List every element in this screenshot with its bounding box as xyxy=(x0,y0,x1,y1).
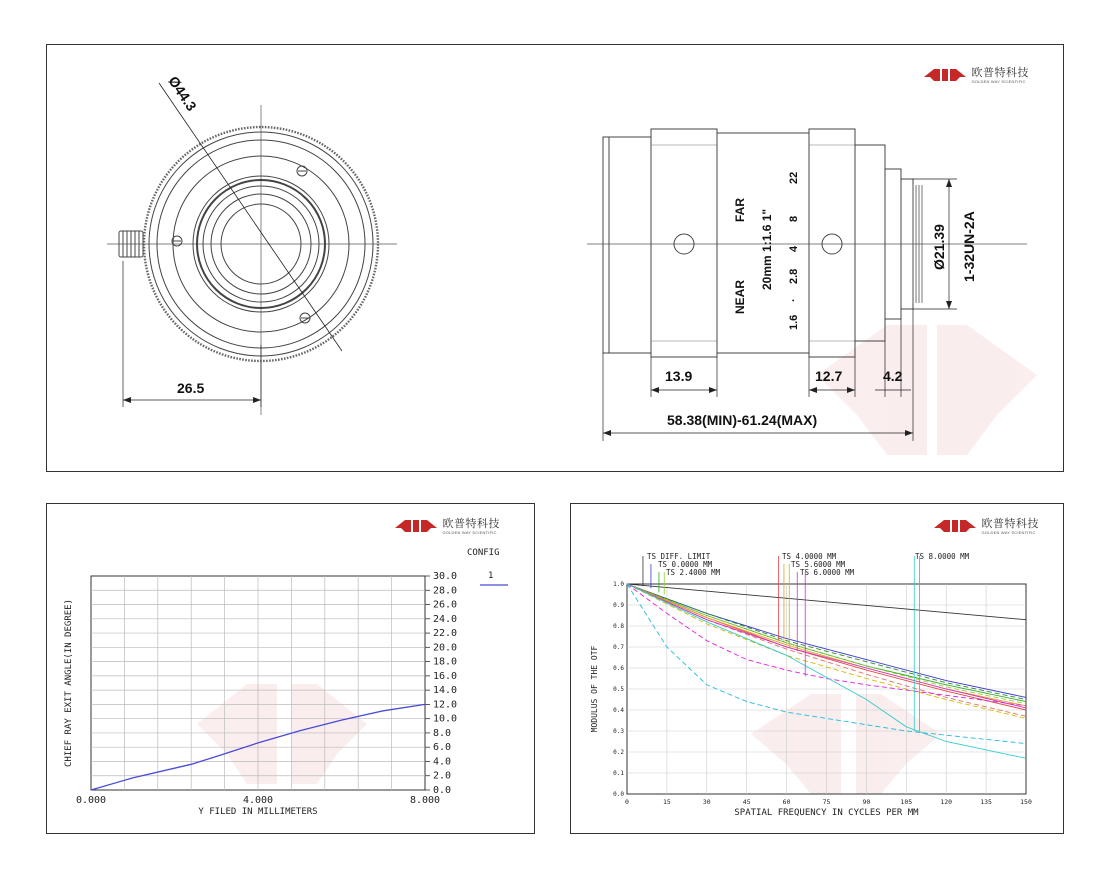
mtf-x-tick-label: 105 xyxy=(900,798,913,806)
watermark-logo xyxy=(751,694,941,794)
mtf-y-tick-label: 0.5 xyxy=(613,686,624,693)
cra-y-tick-label: 30.0 xyxy=(433,571,458,582)
mtf-chart xyxy=(571,504,1063,833)
cra-y-tick-label: 2.0 xyxy=(433,770,452,782)
brand-name-en: GOLDEN WAY SCIENTIFIC xyxy=(442,529,497,535)
front-diameter-label: Ø44.3 xyxy=(165,73,200,114)
cra-y-axis-label: CHIEF RAY EXIT ANGLE(IN DEGREE) xyxy=(64,599,74,767)
cra-y-tick-label: 18.0 xyxy=(433,656,458,668)
cra-y-tick-label: 6.0 xyxy=(433,742,452,754)
mtf-label-f0: TS 0.0000 MM xyxy=(658,560,713,569)
mtf-label-f60: TS 6.0000 MM xyxy=(800,568,855,577)
drawing-canvas xyxy=(47,45,1063,471)
focus-ring xyxy=(651,129,717,357)
aperture-scale xyxy=(788,172,800,330)
mtf-x-tick-label: 75 xyxy=(822,798,831,806)
focus-near-label: NEAR xyxy=(733,279,747,314)
cra-chart xyxy=(47,504,534,833)
lens-spec-label: 20mm 1:1.6 1" xyxy=(760,208,774,290)
watermark-logo xyxy=(197,684,367,784)
dim-flange-label: 4.2 xyxy=(883,368,903,384)
aperture-dot: · xyxy=(788,298,800,302)
thread-spec-label: 1-32UN-2A xyxy=(961,211,977,282)
cra-x-tick-label: 0.000 xyxy=(75,795,107,806)
focus-far-label: FAR xyxy=(733,198,747,222)
chief-ray-angle-panel xyxy=(46,503,535,834)
mtf-label-f24: TS 2.4000 MM xyxy=(666,568,721,577)
mtf-x-tick-label: 135 xyxy=(980,798,992,806)
mtf-x-tick-label: 30 xyxy=(702,798,711,806)
mtf-x-tick-label: 90 xyxy=(862,798,871,806)
cra-y-tick-label: 20.0 xyxy=(433,642,458,654)
mtf-x-tick-label: 45 xyxy=(742,798,751,806)
mtf-label-f56: TS 5.6000 MM xyxy=(791,560,846,569)
aperture-8: 8 xyxy=(788,215,800,222)
cra-y-tick-label: 26.0 xyxy=(433,599,458,611)
cra-x-axis-label: Y FILED IN MILLIMETERS xyxy=(198,807,318,817)
mtf-y-tick-label: 0.9 xyxy=(613,602,624,609)
cra-x-tick-label: 4.000 xyxy=(242,795,274,806)
iris-ring xyxy=(809,129,855,357)
mtf-y-tick-label: 1.0 xyxy=(613,581,624,588)
cra-x-tick-label: 8.000 xyxy=(409,795,441,806)
config-value: 1 xyxy=(488,571,494,581)
mtf-y-tick-label: 0.4 xyxy=(613,707,624,714)
mtf-x-axis-label: SPATIAL FREQUENCY IN CYCLES PER MM xyxy=(734,808,919,818)
cra-y-tick-label: 14.0 xyxy=(433,685,458,697)
front-view xyxy=(107,83,397,415)
mtf-y-tick-label: 0.8 xyxy=(613,623,624,630)
config-label: CONFIG xyxy=(467,548,500,558)
mtf-x-tick-label: 15 xyxy=(662,798,671,806)
mtf-label-f80: TS 8.0000 MM xyxy=(915,552,970,561)
mtf-label-f40: TS 4.0000 MM xyxy=(782,552,837,561)
cra-y-tick-label: 24.0 xyxy=(433,613,458,625)
mtf-y-tick-label: 0.6 xyxy=(613,665,624,672)
mtf-y-tick-label: 0.3 xyxy=(613,728,624,735)
front-offset-label: 26.5 xyxy=(177,380,205,396)
mtf-y-tick-label: 0.1 xyxy=(613,770,624,777)
aperture-22: 22 xyxy=(788,171,800,184)
brand-name-cn: 欧普特科技 xyxy=(442,516,500,530)
mtf-label-diff-limit: TS DIFF. LIMIT xyxy=(647,552,711,561)
mtf-panel xyxy=(570,503,1064,834)
mtf-x-tick-label: 0 xyxy=(625,798,629,806)
cra-y-tick-label: 8.0 xyxy=(433,727,452,739)
dim-thread-diameter-label: Ø21.39 xyxy=(931,224,947,270)
mtf-y-axis-label: MODULUS OF THE OTF xyxy=(590,645,599,733)
mtf-x-tick-label: 60 xyxy=(782,798,791,806)
aperture-2-8: 2.8 xyxy=(788,268,800,284)
dim-total-length-label: 58.38(MIN)-61.24(MAX) xyxy=(667,412,818,428)
brand-name-en: GOLDEN WAY SCIENTIFIC xyxy=(971,78,1026,84)
lens-dimension-drawing-panel xyxy=(46,44,1064,472)
cra-y-tick-label: 0.0 xyxy=(433,785,452,796)
brand-name-cn: 欧普特科技 xyxy=(981,516,1039,530)
cra-y-tick-label: 16.0 xyxy=(433,670,458,682)
mtf-y-tick-label: 0.0 xyxy=(613,791,624,798)
brand-name-en: GOLDEN WAY SCIENTIFIC xyxy=(981,529,1036,535)
mtf-y-tick-label: 0.7 xyxy=(613,644,624,651)
aperture-1-6: 1.6 xyxy=(788,314,800,330)
cra-y-tick-label: 22.0 xyxy=(433,628,458,640)
mtf-x-tick-label: 120 xyxy=(940,798,953,806)
mtf-x-tick-label: 150 xyxy=(1020,798,1032,806)
brand-name-cn: 欧普特科技 xyxy=(971,65,1029,79)
dim-iris-ring-label: 12.7 xyxy=(815,368,843,384)
aperture-4: 4 xyxy=(788,245,800,252)
mtf-y-tick-label: 0.2 xyxy=(613,749,624,756)
cra-y-tick-label: 10.0 xyxy=(433,713,458,725)
cra-y-tick-label: 4.0 xyxy=(433,756,452,768)
cra-y-tick-label: 28.0 xyxy=(433,585,458,597)
cra-y-tick-label: 12.0 xyxy=(433,699,458,711)
dim-focus-ring-label: 13.9 xyxy=(665,368,693,384)
